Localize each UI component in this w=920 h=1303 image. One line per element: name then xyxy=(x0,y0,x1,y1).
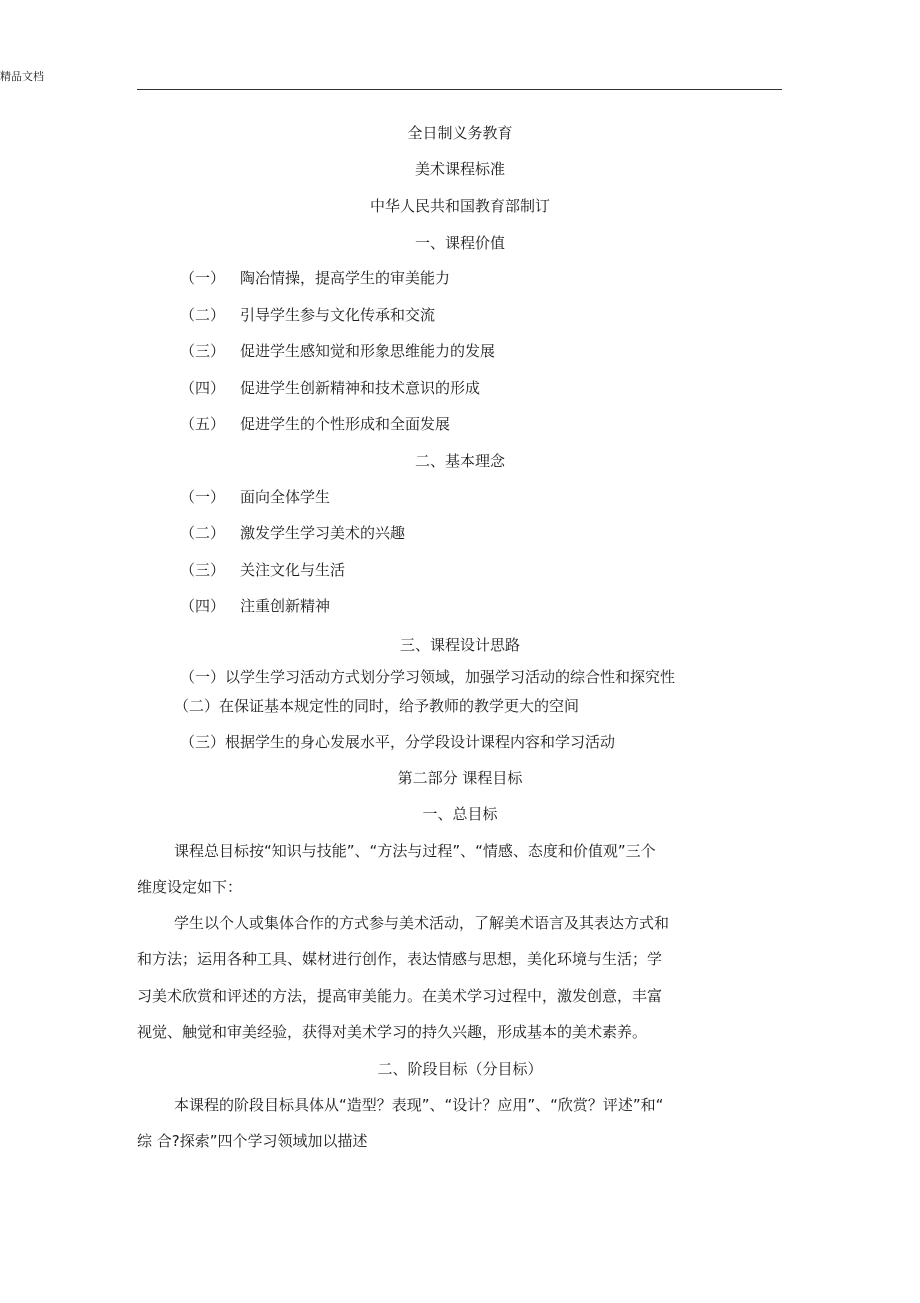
list-item xyxy=(180,486,330,507)
paragraph-line: 课程总目标按“知识与技能”、“方法与过程”、“情感、态度和价值观”三个 xyxy=(174,842,656,860)
list-item: （二）在保证基本规定性的同时，给予教师的教学更大的空间 xyxy=(174,697,580,715)
list-item-number: （二） xyxy=(180,306,226,324)
list-item-number: （四） xyxy=(180,597,226,615)
list-item-text: 促进学生的个性形成和全面发展 xyxy=(240,415,451,433)
list-item xyxy=(180,304,435,325)
paragraph-line: 本课程的阶段目标具体从“造型？表现”、“设计？应用”、“欣赏？评述”和“ xyxy=(174,1096,664,1114)
list-item-text: 激发学生学习美术的兴趣 xyxy=(240,524,406,542)
list-item xyxy=(180,413,450,434)
title-line-1: 全日制义务教育 xyxy=(407,124,513,142)
paragraph-line: 维度设定如下： xyxy=(137,878,243,896)
section-heading: 二、阶段目标（分目标） xyxy=(377,1060,543,1078)
paragraph-line: 视觉、触觉和审美经验，获得对美术学习的持久兴趣，形成基本的美术素养。 xyxy=(137,1023,648,1041)
list-item xyxy=(180,522,405,543)
list-item xyxy=(180,267,450,288)
paragraph-line: 综 合?探索”四个学习领域加以描述 xyxy=(137,1132,368,1150)
list-item: （三）根据学生的身心发展水平，分学段设计课程内容和学习活动 xyxy=(180,733,616,751)
list-item xyxy=(180,340,495,361)
list-item-text: 注重创新精神 xyxy=(240,597,331,615)
section-heading: 一、课程价值 xyxy=(414,234,505,252)
list-item-number: （三） xyxy=(180,342,226,360)
title-line-3: 中华人民共和国教育部制订 xyxy=(369,197,550,215)
paragraph-line: 学生以个人或集体合作的方式参与美术活动，了解美术语言及其表达方式和 xyxy=(174,914,670,932)
list-item-number: （一） xyxy=(180,269,226,287)
list-item-number: （四） xyxy=(180,379,226,397)
list-item xyxy=(180,377,480,398)
list-item-number: （一） xyxy=(180,488,226,506)
section-heading: 二、基本理念 xyxy=(414,452,505,470)
header-label: 精品文档 xyxy=(0,70,44,83)
list-item xyxy=(180,559,345,580)
part-heading: 第二部分 课程目标 xyxy=(397,769,523,787)
list-item-text: 陶冶情操，提高学生的审美能力 xyxy=(240,269,451,287)
list-item xyxy=(180,595,330,616)
list-item-text: 面向全体学生 xyxy=(240,488,331,506)
list-item-number: （五） xyxy=(180,415,226,433)
section-heading: 三、课程设计思路 xyxy=(399,636,520,654)
paragraph-line: 和方法；运用各种工具、媒材进行创作，表达情感与思想，美化环境与生活；学 xyxy=(137,950,663,968)
list-item: （一）以学生学习活动方式划分学习领域，加强学习活动的综合性和探究性 xyxy=(180,668,676,686)
list-item-text: 促进学生创新精神和技术意识的形成 xyxy=(240,379,481,397)
list-item-text: 关注文化与生活 xyxy=(240,561,346,579)
title-line-2: 美术课程标准 xyxy=(414,160,505,178)
list-item-text: 促进学生感知觉和形象思维能力的发展 xyxy=(240,342,496,360)
list-item-text: 引导学生参与文化传承和交流 xyxy=(240,306,436,324)
section-heading: 一、总目标 xyxy=(422,805,498,823)
list-item-number: （二） xyxy=(180,524,226,542)
list-item-number: （三） xyxy=(180,561,226,579)
header-rule xyxy=(137,89,782,90)
paragraph-line: 习美术欣赏和评述的方法，提高审美能力。在美术学习过程中，激发创意，丰富 xyxy=(137,987,663,1005)
